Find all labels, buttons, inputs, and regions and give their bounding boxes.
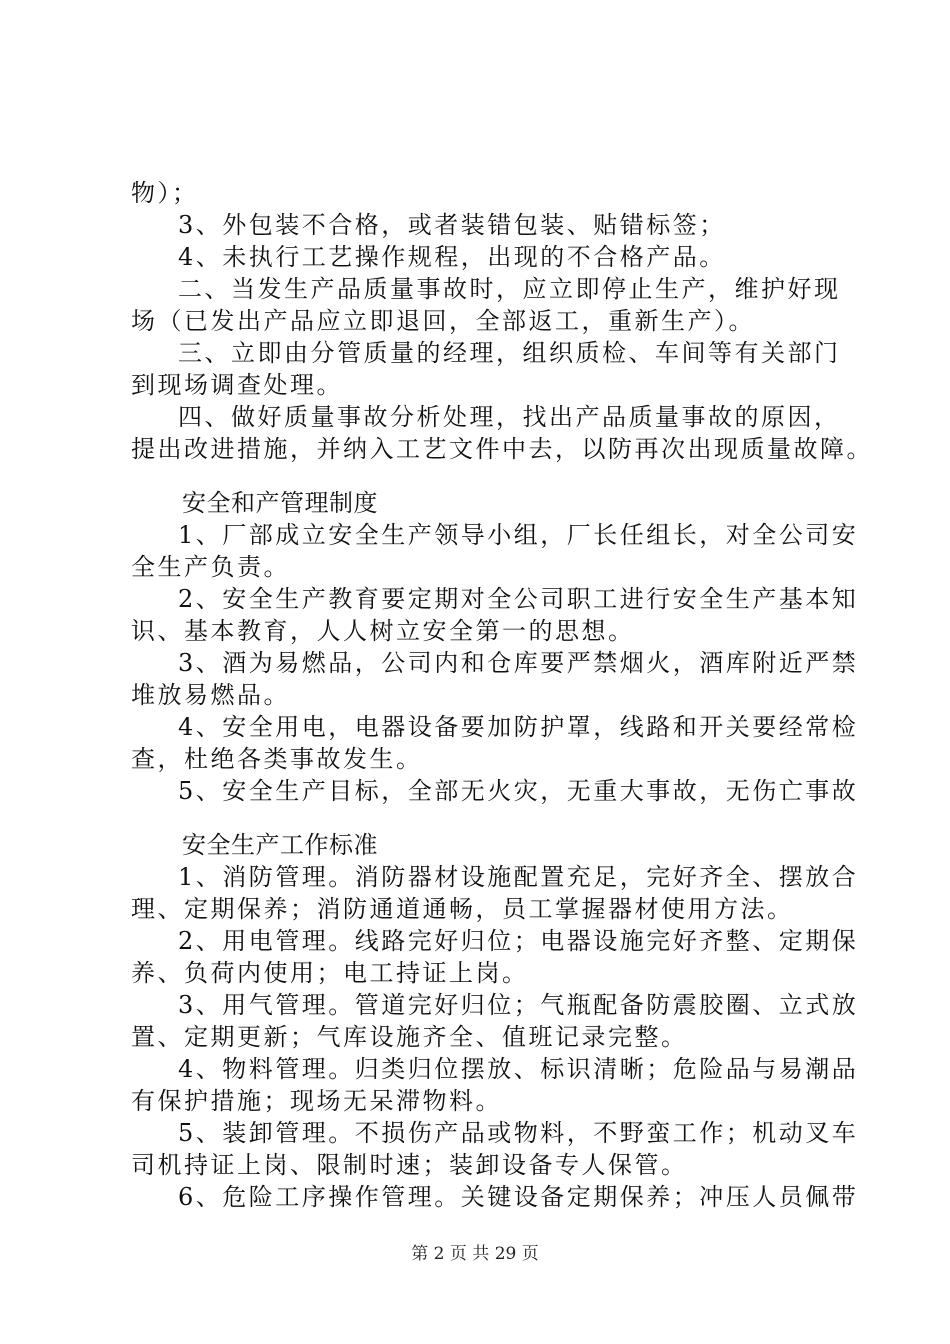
page-footer: 第 2 页 共 29 页 [411,1244,539,1264]
text-line: 1、消防管理。消防器材设施配置充足，完好齐全、摆放合 [178,863,859,891]
text-line: 5、装卸管理。不损伤产品或物料，不野蛮工作；机动叉车 [178,1119,859,1147]
text-line: 司机持证上岗、限制时速；装卸设备专人保管。 [131,1151,688,1179]
text-line: 识、基本教育，人人树立安全第一的思想。 [131,617,635,645]
text-line: 物）； [131,179,199,207]
text-line: 2、用电管理。线路完好归位；电器设施完好齐整、定期保 [178,927,859,955]
text-line: 有保护措施；现场无呆滞物料。 [131,1087,502,1115]
text-line: 四、做好质量事故分析处理，找出产品质量事故的原因， [178,403,841,431]
text-line: 场（已发出产品应立即退回，全部返工，重新生产）。 [131,307,755,335]
text-line: 到现场调查处理。 [131,371,343,399]
text-line: 6、危险工序操作管理。关键设备定期保养；冲压人员佩带 [178,1183,859,1211]
text-line: 提出改进措施，并纳入工艺文件中去，以防再次出现质量故障。 [131,435,873,463]
text-line: 全生产负责。 [131,553,290,581]
text-line: 二、当发生产品质量事故时，应立即停止生产，维护好现 [178,275,841,303]
text-line: 4、物料管理。归类归位摆放、标识清晰；危险品与易潮品 [178,1055,859,1083]
text-line: 3、外包装不合格，或者装错包装、贴错标签； [178,211,726,239]
text-line: 1、厂部成立安全生产领导小组，厂长任组长，对全公司安 [178,521,859,549]
text-line: 三、立即由分管质量的经理，组织质检、车间等有关部门 [178,339,841,367]
text-line: 养、负荷内使用；电工持证上岗。 [131,959,529,987]
text-line: 查，杜绝各类事故发生。 [131,745,423,773]
text-line: 5、安全生产目标，全部无火灾，无重大事故，无伤亡事故 [178,777,859,805]
text-line: 置、定期更新；气库设施齐全、值班记录完整。 [131,1023,688,1051]
text-line: 理、定期保养；消防通道通畅，员工掌握器材使用方法。 [131,895,794,923]
text-line: 3、用气管理。管道完好归位；气瓶配备防震胶圈、立式放 [178,991,859,1019]
text-line: 3、酒为易燃品，公司内和仓库要严禁烟火，酒库附近严禁 [178,649,859,677]
text-line: 2、安全生产教育要定期对全公司职工进行安全生产基本知 [178,585,859,613]
section-heading: 安全和产管理制度 [182,489,378,517]
section-heading: 安全生产工作标准 [182,831,378,859]
text-line: 4、安全用电，电器设备要加防护罩，线路和开关要经常检 [178,713,859,741]
text-line: 堆放易燃品。 [131,681,290,709]
text-line: 4、未执行工艺操作规程，出现的不合格产品。 [178,243,726,271]
